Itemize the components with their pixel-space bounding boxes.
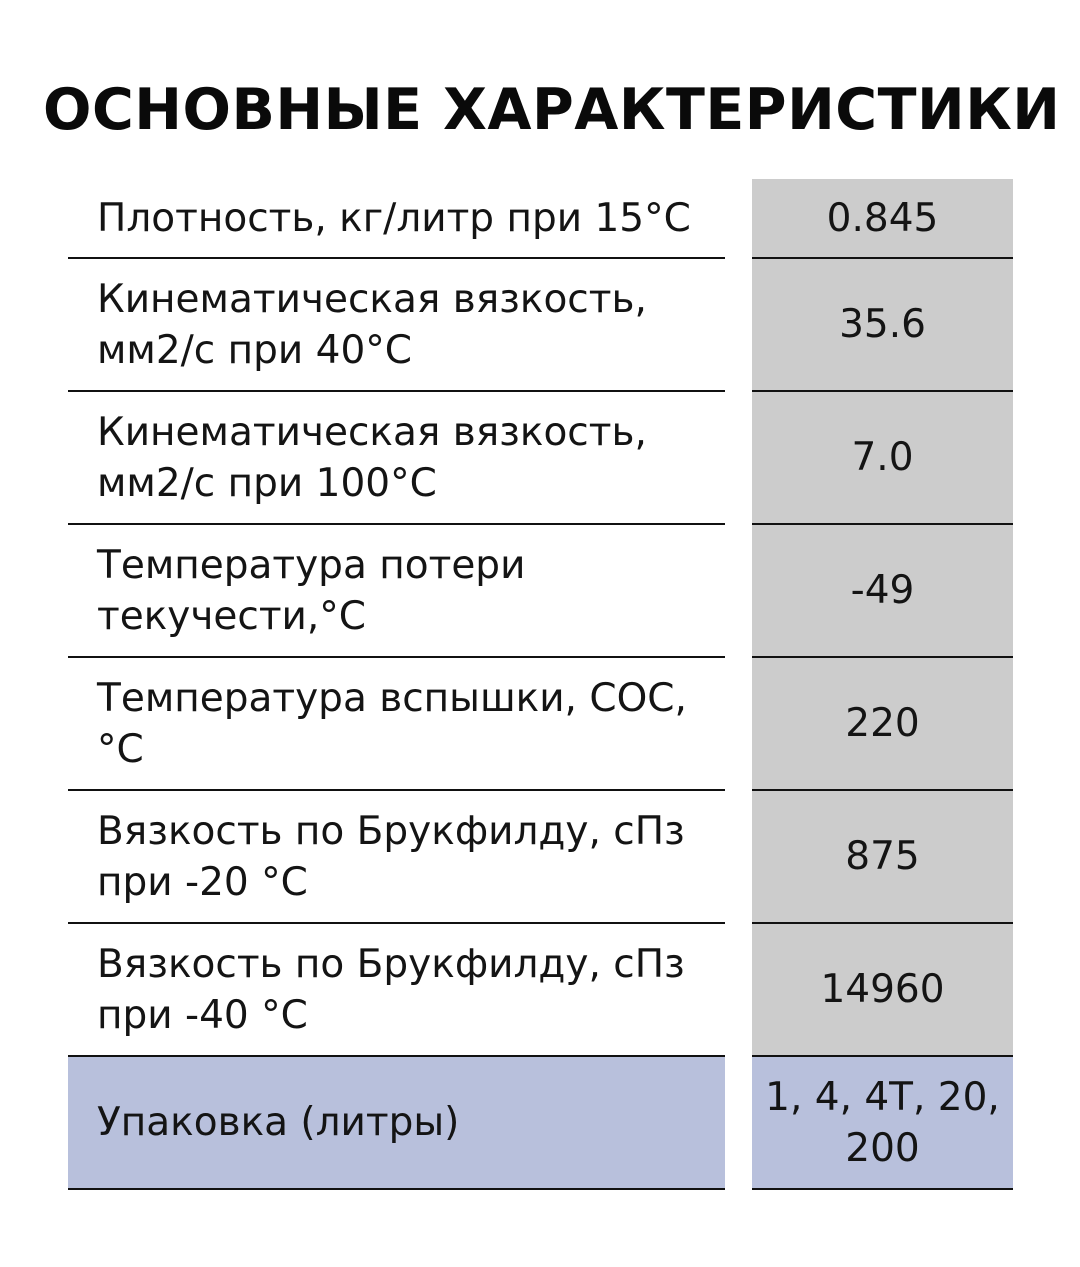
page-title: ОСНОВНЫЕ ХАРАКТЕРИСТИКИ bbox=[43, 77, 1061, 143]
table-row-density bbox=[68, 179, 1013, 259]
row-value: 0.845 bbox=[752, 179, 1013, 259]
table-row-viscosity-40 bbox=[68, 259, 1013, 392]
table-row-packaging bbox=[68, 1057, 1013, 1190]
row-label: Вязкость по Брукфилду, сПз при -40 °С bbox=[68, 924, 725, 1057]
row-label: Температура вспышки, СОС, °С bbox=[68, 658, 725, 791]
row-value: 220 bbox=[752, 658, 1013, 791]
row-value: 14960 bbox=[752, 924, 1013, 1057]
specifications-table bbox=[68, 179, 1013, 1190]
row-label: Кинематическая вязкость, мм2/с при 40°С bbox=[68, 259, 725, 392]
row-label: Плотность, кг/литр при 15°С bbox=[68, 179, 725, 259]
row-value: 875 bbox=[752, 791, 1013, 924]
table-row-brookfield-40 bbox=[68, 924, 1013, 1057]
row-label: Температура потери текучести,°С bbox=[68, 525, 725, 658]
row-value: 7.0 bbox=[752, 392, 1013, 525]
row-label: Вязкость по Брукфилду, сПз при -20 °С bbox=[68, 791, 725, 924]
table-row-brookfield-20 bbox=[68, 791, 1013, 924]
table-row-pour-point bbox=[68, 525, 1013, 658]
row-value: -49 bbox=[752, 525, 1013, 658]
row-label: Кинематическая вязкость, мм2/с при 100°С bbox=[68, 392, 725, 525]
table-row-viscosity-100 bbox=[68, 392, 1013, 525]
table-row-flash-point bbox=[68, 658, 1013, 791]
row-label: Упаковка (литры) bbox=[68, 1057, 725, 1190]
row-value: 35.6 bbox=[752, 259, 1013, 392]
row-value: 1, 4, 4Т, 20, 200 bbox=[752, 1057, 1013, 1190]
